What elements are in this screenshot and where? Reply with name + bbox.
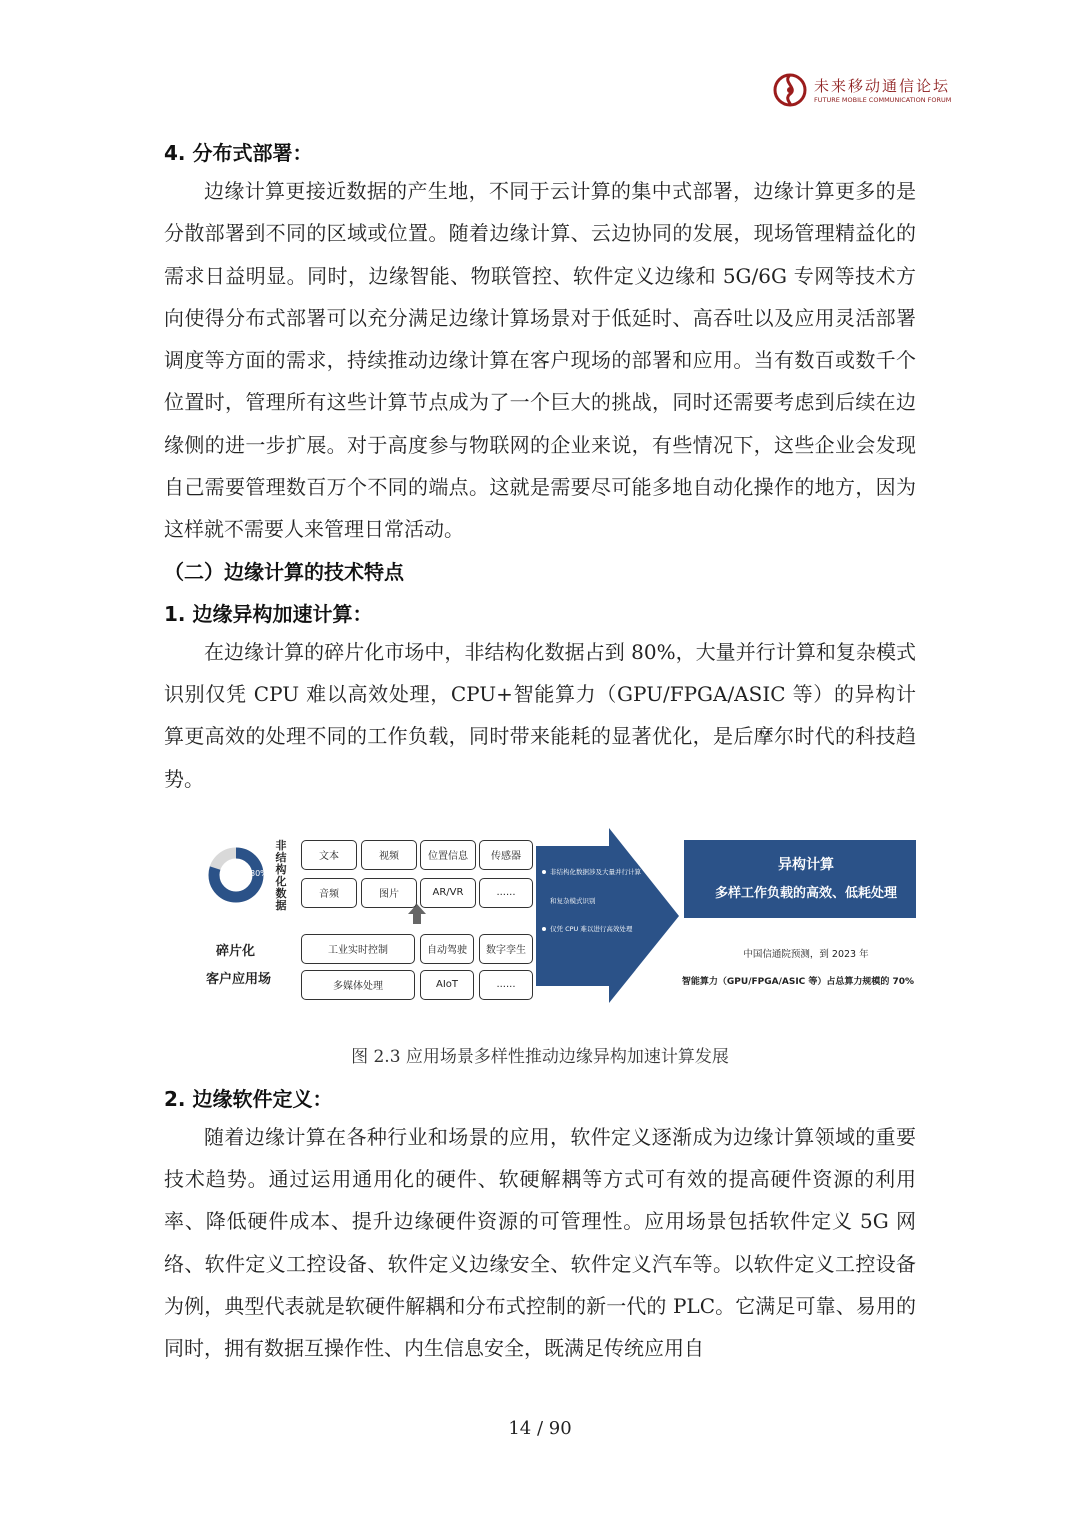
sub2-paragraph: 随着边缘计算在各种行业和场景的应用，软件定义逐渐成为边缘计算领域的重要技术趋势。通过运用通用化的硬件、软硬解耦等方式可有效的提高硬件资源的利用率、降低硬件成本、提升边缘硬件资源的可管理性。应用场景包括软件定义 5G 网络、软件定义工控设备、软件定义边缘安全、软件定义汽车等。以软件定义工控设备为例，典型代表就是软硬件解耦和分布式控制的新一代的 PLC。它满足可靠、易用的同时，拥有数据互操作性、内生信息安全，既满足传统应用自: [164, 1124, 916, 1361]
app-box-aiot: AIoT: [420, 970, 474, 1000]
sub1-paragraph: 在边缘计算的碎片化市场中，非结构化数据占到 80%，大量并行计算和复杂模式识别仅凭 CPU 难以高效处理，CPU+智能算力（GPU/FPGA/ASIC 等）的异构计算更高效的处理不同的工作负载，同时带来能耗的显著优化，是后摩尔时代的科技趋势。: [164, 639, 916, 791]
sub2-heading: 2. 边缘软件定义：: [164, 1086, 333, 1111]
figure-2-3: [164, 828, 916, 1028]
forecast-line-2: 智能算力（GPU/FPGA/ASIC 等）占总算力规模的 70%: [681, 976, 915, 987]
figure-caption: 图 2.3 应用场景多样性推动边缘异构加速计算发展: [351, 1046, 729, 1067]
arrow-bullet-3: 仅凭 CPU 难以进行高效处理: [550, 924, 633, 933]
vertical-label-char: 构: [275, 862, 287, 876]
sub1-heading: 1. 边缘异构加速计算：: [164, 601, 373, 626]
left-title-customer-scenarios: 客户应用场: [206, 971, 272, 987]
logo-english-name: FUTURE MOBILE COMMUNICATION FORUM: [814, 96, 952, 104]
app-box-more: ......: [479, 970, 533, 1000]
donut-percent-label: 80%: [250, 868, 268, 878]
data-box-audio: 音频: [301, 878, 357, 908]
data-box-video: 视频: [361, 840, 417, 870]
vertical-label-char: 数: [275, 886, 287, 900]
forum-logo-icon: [772, 72, 808, 108]
section-4-paragraph: 边缘计算更接近数据的产生地，不同于云计算的集中式部署，边缘计算更多的是分散部署到不同的区域或位置。随着边缘计算、云边协同的发展，现场管理精益化的需求日益明显。同时，边缘智能、物联管控、软件定义边缘和 5G/6G 专网等技术方向使得分布式部署可以充分满足边缘计算场景对于低延时、高吞吐以及应用灵活部署调度等方面的需求，持续推动边缘计算在客户现场的部署和应用。当有数百或数千个位置时，管理所有这些计算节点成为了一个巨大的挑战，同时还需要考虑到后续在边缘侧的进一步扩展。对于高度参与物联网的企业来说，有些情况下，这些企业会发现自己需要管理数百万个不同的端点。这就是需要尽可能多地自动化操作的地方，因为这样就不需要人来管理日常活动。: [164, 179, 916, 542]
vertical-label-char: 结: [275, 850, 287, 864]
section-4-heading: 4. 分布式部署：: [164, 141, 313, 165]
arrow-bullet-1: 非结构化数据涉及大量并行计算: [550, 867, 641, 876]
data-box-image: 图片: [361, 878, 417, 908]
data-box-text: 文本: [301, 840, 357, 870]
vertical-label-char: 化: [275, 874, 287, 888]
vertical-label-char: 据: [275, 898, 287, 912]
forecast-line-1: 中国信通院预测，到 2023 年: [743, 948, 869, 960]
bullet-dot: [542, 870, 546, 874]
app-box-digital-twin: 数字孪生: [479, 934, 533, 964]
data-box-location: 位置信息: [420, 840, 476, 870]
data-box-ar-vr: AR/VR: [420, 878, 476, 908]
vertical-label-unstructured-data: [274, 840, 288, 912]
arrow-bullet-2: 和复杂模式识别: [550, 896, 596, 905]
bullet-dot: [542, 927, 546, 931]
result-title: 异构计算: [778, 856, 834, 873]
left-title-fragmented: 碎片化: [216, 943, 256, 959]
data-box-sensor: 传感器: [479, 840, 533, 870]
document-body: [164, 136, 916, 1370]
logo-chinese-name: 未来移动通信论坛: [814, 77, 951, 95]
app-box-multimedia: 多媒体处理: [301, 970, 415, 1000]
tech-features-heading: （二）边缘计算的技术特点: [164, 559, 404, 584]
result-box: [684, 840, 916, 918]
page-number: 14 / 90: [508, 1418, 572, 1439]
vertical-label-char: 非: [275, 838, 287, 852]
app-box-autonomous-driving: 自动驾驶: [420, 934, 474, 964]
data-box-more: ......: [479, 878, 533, 908]
forum-logo: [772, 72, 952, 110]
big-arrow-shape: [536, 828, 679, 1003]
result-subtitle: 多样工作负载的高效、低耗处理: [714, 885, 897, 901]
app-box-industrial-control: 工业实时控制: [301, 934, 415, 964]
